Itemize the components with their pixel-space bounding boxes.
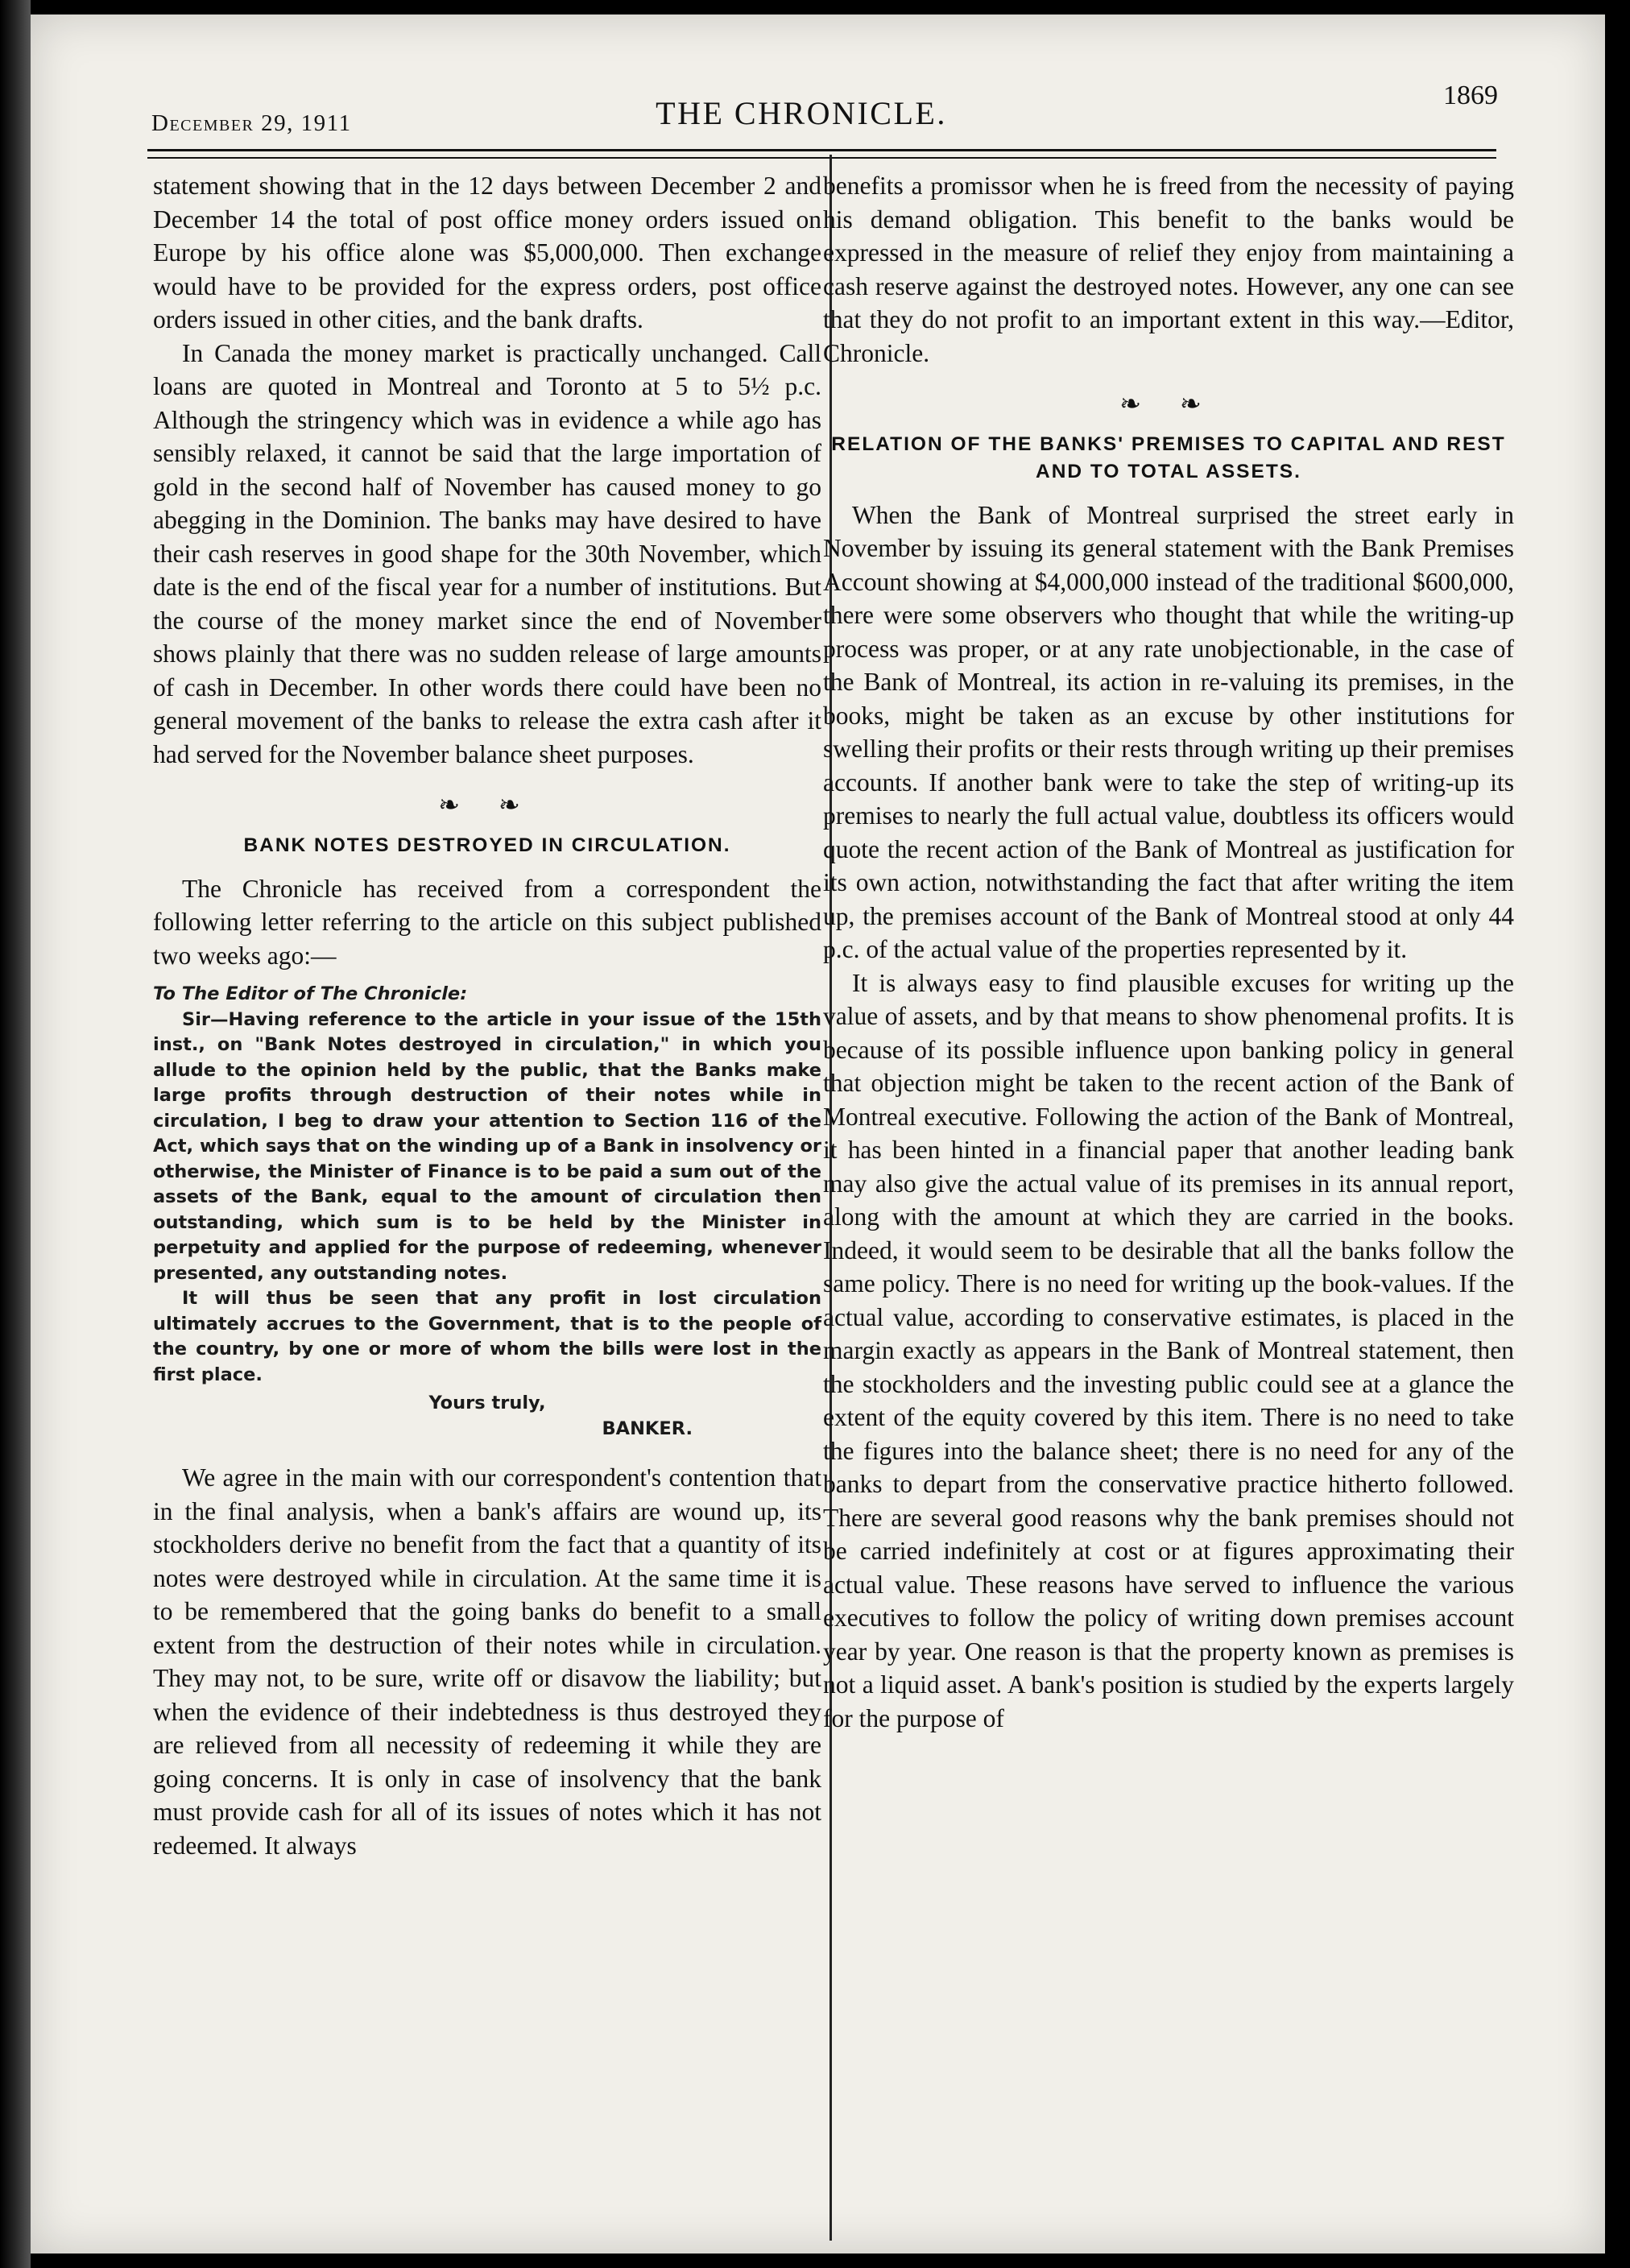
right-column — [823, 169, 1514, 1735]
page-number: 1869 — [1443, 81, 1498, 110]
book-spine — [0, 0, 31, 2268]
header-rule — [147, 149, 1496, 159]
letter-paragraph: It will thus be seen that any profit in lost circulation ultimately accrues to the Government, that is to the people of the country, by one or more of whom the bills were lost in the first place. — [153, 1288, 821, 1385]
letter-paragraph: Sir—Having reference to the article in your issue of the 15th inst., on "Bank Notes destroyed in circulation," in which you allude to the opinion held by the public, that the Banks make large profits through destruction of their notes while in circulation, I beg to draw your attention to Section 116 of the Act, which says that on the winding up of a Bank in insolvency or otherwise, the Minister of Finance is to be paid a sum out of the assets of the Bank, equal to the amount of circulation then outstanding, which sum is to be held by the Minister in perpetuity and applied for the purpose of redeeming, whenever presented, any outstanding notes. — [153, 1008, 821, 1284]
article-heading: BANK NOTES DESTROYED IN CIRCULATION. — [243, 834, 731, 856]
letter-to-editor — [153, 982, 821, 1442]
paragraph: The Chronicle has received from a correspondent the following letter referring to the article on this subject published two weeks ago:— — [153, 874, 821, 970]
ornament: ❧ ❧ — [438, 790, 536, 819]
article-heading: RELATION OF THE BANKS' PREMISES TO CAPITAL AND REST AND TO TOTAL ASSETS. — [831, 432, 1506, 482]
letter-signature: BANKER. — [602, 1418, 693, 1439]
left-column — [153, 169, 821, 1862]
letter-closing: Yours truly, — [428, 1393, 546, 1413]
issue-date: December 29, 1911 — [151, 110, 352, 136]
paragraph: statement showing that in the 12 days between December 2 and December 14 the total of post office money orders issued on Europe by his office alone was $5,000,000. Then exchange would have to be provided for the express orders, post office orders issued in other cities, and the bank drafts. — [153, 172, 821, 333]
paragraph: We agree in the main with our correspondent's contention that in the final analysis, when a bank's affairs are wound up, its stockholders derive no benefit from the fact that a quantity of its notes were destroyed while in circulation. At the same time it is to be remembered that the going banks do benefit to a small extent from the destruction of their notes while in circulation. They may not, to be sure, write off or disavow the liability; but when the evidence of their indebtedness is thus destroyed they are relieved from all necessity of redeeming it while they are going concerns. It is only in case of insolvency that the bank must provide cash for all of its issues of notes which it has not redeemed. It always — [153, 1463, 821, 1860]
publication-title: THE CHRONICLE. — [656, 95, 947, 131]
letter-salutation: To The Editor of The Chronicle: — [153, 983, 468, 1004]
paragraph: benefits a promissor when he is freed from the necessity of paying his demand obligation. This benefit to the banks would be expressed in the measure of relief they enjoy from maintaining a cash reserve against the destroyed notes. However, any one can see that they do not profit to an important extent in this way.—Editor, Chronicle. — [823, 172, 1514, 367]
paragraph: When the Bank of Montreal surprised the street early in November by issuing its general statement with the Bank Premises Account showing at $4,000,000 instead of the traditional $600,000, there were some observers who thought that while the writing-up process was proper, or at any rate unobjectionable, in the case of the Bank of Montreal, its action in re-valuing its premises, in the books, might be taken as an excuse by other institutions for swelling their profits or their rests through writing up their premises accounts. If another bank were to take the step of writing-up its premises to nearly the full actual value, doubtless its officers would quote the recent action of the Bank of Montreal as justification for its own action, notwithstanding the fact that after writing the item up, the premises account of the Bank of Montreal stood at only 44 p.c. of the actual value of the properties represented by it. — [823, 500, 1514, 963]
ornament: ❧ ❧ — [1119, 389, 1218, 418]
paragraph: It is always easy to find plausible excuses for writing up the value of assets, and by that means to show phenomenal profits. It is because of its possible influence upon banking policy in general that objection might be taken to the recent action of the Bank of Montreal executive. Following the action of the Bank of Montreal, it has been hinted in a financial paper that another leading bank may also give the actual value of its premises in its annual report, along with the amount at which they are carried in the books. Indeed, it would seem to be desirable that all the banks follow the same policy. There is no need for writing up the book-values. If the actual value, according to conservative estimates, is placed in the margin exactly as appears in the Bank of Montreal statement, then the stockholders and the investing public could see at a glance the extent of the equity covered by this item. There is no need to take the figures into the balance sheet; there is no need for any of the banks to depart from the conservative practice hitherto followed. There are several good reasons why the bank premises should not be carried indefinitely at cost or at figures approximating their actual value. These reasons have served to influence the various executives to follow the policy of writing down premises account year by year. One reason is that the property known as premises is not a liquid asset. A bank's position is studied by the experts largely for the purpose of — [823, 968, 1514, 1732]
paragraph: In Canada the money market is practically unchanged. Call loans are quoted in Montreal and Toronto at 5 to 5½ p.c. Although the stringency which was in evidence a while ago has sensibly relaxed, it cannot be said that the large importation of gold in the second half of November has caused money to go abegging in the Dominion. The banks may have desired to have their cash reserves in good shape for the 30th November, which date is the end of the fiscal year for a number of institutions. But the course of the money market since the end of November shows plainly that there was no sudden release of large amounts of cash in December. In other words there could have been no general movement of the banks to release the extra cash after it had served for the November balance sheet purposes. — [153, 338, 821, 768]
page-header — [121, 77, 1498, 141]
